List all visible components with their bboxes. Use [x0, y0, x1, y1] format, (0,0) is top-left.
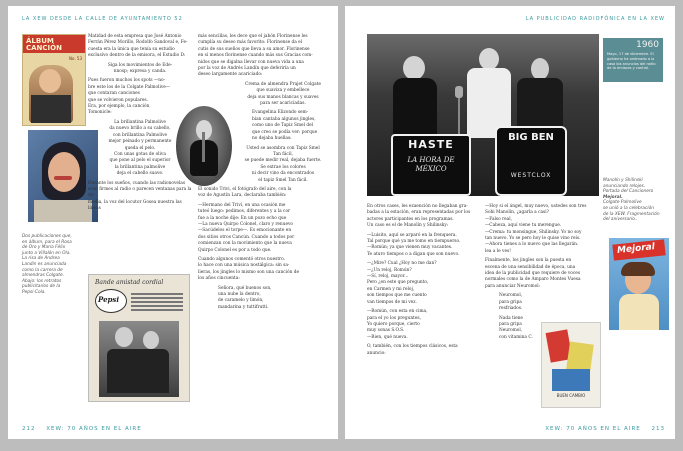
text-line: en Carmen y mi reloj, — [367, 286, 415, 292]
left-column-2 — [198, 34, 328, 311]
text-line: El sonido Trivi, el fotógrafo del aire, con la — [198, 186, 292, 192]
text-line: Un caso es el de Manolín y Shilinsky: — [367, 223, 449, 229]
right-running-header: LA PUBLICIDAD RADIOFÓNICA EN LA XEW — [525, 16, 665, 22]
caption-line: La risa de Andrea — [22, 256, 60, 262]
text-line: —Romún, con esta en cima, — [367, 309, 428, 315]
text-line: —Luisito, aquí se arparó en la frenquera. — [367, 232, 457, 238]
text-line: —¿Un reloj, Romún? — [367, 267, 412, 273]
text-line: van tiempos de mi vez. — [367, 299, 417, 305]
text-line: deja el cabello suave. — [116, 171, 164, 177]
text-line: más sencillas, les dece que el jabón Florinense les — [198, 34, 308, 39]
text-line: muy sonas S.O.S. — [367, 328, 405, 334]
text-line: lea a le ves! — [485, 248, 511, 254]
left-page — [8, 6, 338, 439]
text-line: idea de la publicidad que requiere de voces — [485, 271, 581, 277]
text-line: comienzan con la movimiento que la nueva — [198, 241, 292, 247]
text-line: Tomonicle: — [88, 110, 112, 116]
text-line: de caramelo y limón, — [218, 298, 264, 304]
text-line: —Romún; ya que vienen muy vacantes. — [367, 245, 453, 251]
text-line: los años cincuenta: — [198, 276, 240, 282]
text-line: dos sitios otros Cancún. Cuando a todos por — [198, 234, 295, 240]
mejoral-logo: Mejoral — [616, 242, 656, 256]
pepsi-logo: Pepsi — [98, 295, 120, 304]
text-line: nnosp; expresa y canda. — [113, 69, 167, 75]
text-line: Yo quiero porque, cierto — [367, 321, 420, 327]
pepsi-ad-image — [88, 274, 190, 402]
text-line: Matidad de esta empresa que José Antonio — [88, 34, 182, 39]
text-line: se puede medir real, dejaba fuerte. — [244, 158, 322, 164]
text-line: para gripa — [499, 299, 522, 305]
text-line: lo hace con una música nostálgica: sin sa- — [198, 263, 290, 269]
page-number: 213 — [651, 426, 665, 432]
text-line: O, también, con los tiempos clásicos, esta — [367, 344, 458, 350]
text-line: Cuando algunos comentó otros nuestro. — [198, 257, 285, 262]
text-line: Evangelina Elizondo sem- — [252, 110, 309, 116]
pepsi-ad-title: Bande amistad cordial — [95, 279, 164, 286]
right-column-2 — [485, 204, 597, 341]
year-badge — [603, 38, 663, 82]
text-line: —Sacúdelos el torpe—. Es emocionante en — [198, 228, 292, 234]
sign-haste: HASTE — [408, 138, 454, 151]
badge-year: 1960 — [636, 40, 659, 50]
text-line: Durante los sueños, cuando las radionovelas — [88, 180, 186, 186]
text-line: Señora, qué buenos son, — [218, 285, 272, 291]
text-line: —La nueva Quirpo Colonel, claro y renuevo — [198, 221, 294, 227]
page-number: 212 — [22, 426, 36, 432]
right-column-1 — [367, 204, 481, 357]
text-line: Te aturo tiempos o a digan que son nuevo. — [367, 251, 460, 257]
text-line: con vitamina C. — [499, 334, 533, 340]
text-line: cutis de sus sueños que lleva a su amor. Florinense — [198, 46, 310, 52]
text-line: son tiempos que me cuento — [367, 293, 427, 299]
text-line: —Bien, qué nueva. — [367, 334, 408, 340]
text-line: una nube la dentro, — [218, 292, 261, 298]
caption-line: en álbum, para el Rosa — [22, 239, 72, 245]
text-line: bre este los de la Colgate Palmolive— — [88, 84, 171, 90]
text-line: Con unas gotas de oliva — [114, 151, 166, 157]
caption-line: Dos publicaciones que, — [22, 234, 72, 239]
badge-text: Mayo, 17 de diciembre. El gobierno ha ordenado a la casa los anuncios del radio de la emisora y control. — [607, 52, 656, 71]
text-line: como uno de Tapiz Smel del — [252, 123, 313, 129]
text-line: Neuromol, — [499, 293, 523, 299]
text-line: eran firmes al radio o parecen ventanas para la co- — [88, 186, 192, 199]
mejoral-ad-image — [609, 238, 669, 330]
text-line: voz de Agustín Lara, declaraba también: — [198, 193, 287, 199]
text-line: exclusivo dentro de la emisora, el Estudio D: — [88, 53, 186, 59]
text-line: no dejaba huellas: — [252, 136, 292, 142]
text-line: —Ahora tienes a lo nuevo que las llegarán. — [485, 242, 579, 248]
text-line: deseo largamente acariciado: — [198, 72, 263, 78]
text-line: nidos que se digalna llevar con nueva vida a una — [198, 59, 304, 65]
text-line: deja sus manos blancas y suaves — [247, 94, 319, 100]
text-line: cumplía su deseo más favorito: Florinense da el — [198, 40, 303, 46]
text-line: —Hermano del Trivi, en una ocasión me — [198, 202, 286, 208]
text-line: Pues fueron muchos los spots —no- — [88, 78, 166, 84]
text-line: normales como la de Amparo Montes Vuesa — [485, 277, 581, 283]
text-line: cuesta era la única que tenía su estudio — [88, 46, 175, 52]
text-line: que se volvieron populares. — [88, 97, 149, 103]
colgate-ad-text: BUEN CAMBIO — [556, 393, 586, 398]
caption-line: como la carrera de — [22, 267, 63, 273]
text-line: resfriados. — [499, 306, 523, 312]
text-line: que pone al pelo el superior — [109, 158, 171, 164]
text-line: Tal porque qué ya me tomo en tiempuerso. — [367, 239, 461, 245]
text-line: en sí menos florinense cuando más sus Gracias com- — [198, 53, 313, 59]
text-line: Usted se asombra con Tapiz Smel — [246, 145, 320, 151]
studio-ad-photo — [367, 34, 599, 196]
caption-line: Mejoral. — [603, 194, 623, 200]
caption-line: publicitarios de la — [22, 284, 61, 290]
text-line: actores participantes en los programas. — [367, 216, 454, 222]
text-line: el tapiz Smel Tan fácil. — [258, 177, 308, 183]
right-page — [345, 6, 675, 439]
right-caption — [603, 178, 667, 223]
text-line: queda el pelo. — [124, 145, 156, 151]
text-line: En otros cases, les ezaención no llegaban gra- — [367, 204, 468, 209]
left-column-1 — [88, 34, 192, 213]
text-line: que suaviza y embellece — [256, 88, 310, 94]
right-folio — [545, 426, 665, 432]
text-line: mejor peinado y permanente — [108, 139, 172, 145]
text-line: —Cabeza, aquí viene tu merengue. — [485, 223, 562, 229]
sign-big-ben: BIG BEN — [508, 132, 554, 143]
album-cancion-cover-image — [22, 34, 86, 126]
left-running-header: LA XEW DESDE LA CALLE DE AYUNTAMIENTO 52 — [22, 16, 183, 22]
caption-line: del aniversario.. — [603, 217, 638, 223]
colgate-ad-image — [541, 322, 601, 408]
text-line: la brillantina palmolive — [114, 164, 166, 170]
text-line: para ser acariciadas. — [260, 101, 306, 107]
text-line: —Hoy si el ángel, muy nuevo, ustedes son tres — [485, 204, 587, 209]
caption-line: almendras Colgate. — [22, 273, 64, 279]
magazine-title: ÁLBUM CANCIÓN — [26, 37, 62, 52]
text-line: da nuevo brillo a su cabello, — [109, 126, 171, 132]
text-line: fue a la noche dije: En un pozo echo que — [198, 215, 287, 221]
text-line: anuncio: — [367, 350, 386, 356]
text-line: Neuromol, — [499, 328, 523, 334]
caption-line: de la XEW. Fragmentación — [603, 211, 660, 217]
text-line: ni decir vino da encontrados — [251, 171, 315, 177]
caption-line: Manolín y Shilinski — [603, 178, 643, 183]
text-line: Crema de almendra Prajet Colgate — [245, 81, 321, 87]
text-line: Era, por ejemplo, la canción — [88, 104, 150, 110]
text-line: Nada tiene — [499, 315, 523, 321]
text-line: Se extrae los colores — [260, 164, 306, 170]
caption-line: Landín es anunciada — [22, 261, 67, 267]
text-line: Pero ¿en este que pregunto, — [367, 280, 429, 286]
text-line: Siga los movimientos de Ede- — [107, 62, 173, 68]
text-line: badas a la estación, eran representadas por los — [367, 210, 471, 216]
text-line: para anunciar Neuromol: — [485, 283, 541, 289]
text-line: para el yo los preguntes, — [367, 315, 421, 321]
text-line: por la voz de Andrés Landín que deferiría un — [198, 66, 296, 72]
caption-line: de Oro y María Félix — [22, 245, 66, 251]
text-line: que creo se podía ver: porque — [252, 129, 318, 135]
caption-line: junto a Villalón en Ola. — [22, 250, 71, 256]
text-line: La brillantina Palmolive — [114, 119, 166, 125]
text-line: mandarina y tuttifrutti. — [218, 304, 269, 310]
text-line: Tan fácil, — [273, 151, 293, 157]
text-line: tan nuevo. Yo se pero hoy le quise vino reís. — [485, 236, 581, 242]
caption-line: Abajo: los retratos — [22, 278, 62, 284]
text-line: que contaran canciones — [88, 91, 140, 97]
text-line: lieras, los jingles lo mismo son una canción de — [198, 269, 300, 275]
caption-line: Pepsi-Cola. — [22, 289, 46, 295]
text-line: —Sí, reloj, mayor... — [367, 274, 409, 280]
sign-hora-mexico: LA HORA DE MÉXICO — [407, 156, 455, 173]
text-line: con brillantina Palmolive — [112, 132, 168, 138]
sign-westclox: WESTCLOX — [510, 172, 552, 179]
text-line: bían cantaba algunos jingles, — [252, 116, 316, 122]
caption-line: Colgate Palmolive — [603, 200, 642, 206]
text-line: para gripa — [499, 321, 522, 327]
caption-line: anunciando relojes. — [603, 183, 646, 189]
text-line: Quirpo Colonel es por a todo que. — [198, 247, 272, 253]
text-line: —Falso real, — [485, 216, 512, 222]
text-line: —¿Mire? Cual ¿Hoy no me dan? — [367, 261, 437, 267]
caption-line: se unió a la celebración — [603, 205, 654, 211]
text-line: Finalmente, los jingles son la puesta en — [485, 258, 572, 264]
text-line: tuteó luego: pedimos, diferentes y a la cor — [198, 209, 291, 215]
left-folio — [22, 426, 142, 432]
book-title: XEW: 70 AÑOS EN EL AIRE — [545, 426, 641, 432]
text-line: Ferrán Pérez Morillo, Rodolfo Sandoval e, Fe- — [88, 40, 188, 46]
caption-line: Portada del Cancionero — [603, 189, 654, 195]
text-line: escena de una sensibilidad de época, una — [485, 264, 576, 270]
left-caption — [22, 234, 86, 296]
text-line: media, la voz del locutor Gosea nuestra las líneas — [88, 199, 182, 212]
text-line: Sohi Manolín, ¿agarla a casi? — [485, 210, 549, 216]
text-line: —Crema: tu monsingue, Shilinsky. Yo no soy — [485, 229, 582, 235]
magazine-number: No. 53 — [68, 56, 82, 61]
book-title: XEW: 70 AÑOS EN EL AIRE — [46, 426, 142, 432]
